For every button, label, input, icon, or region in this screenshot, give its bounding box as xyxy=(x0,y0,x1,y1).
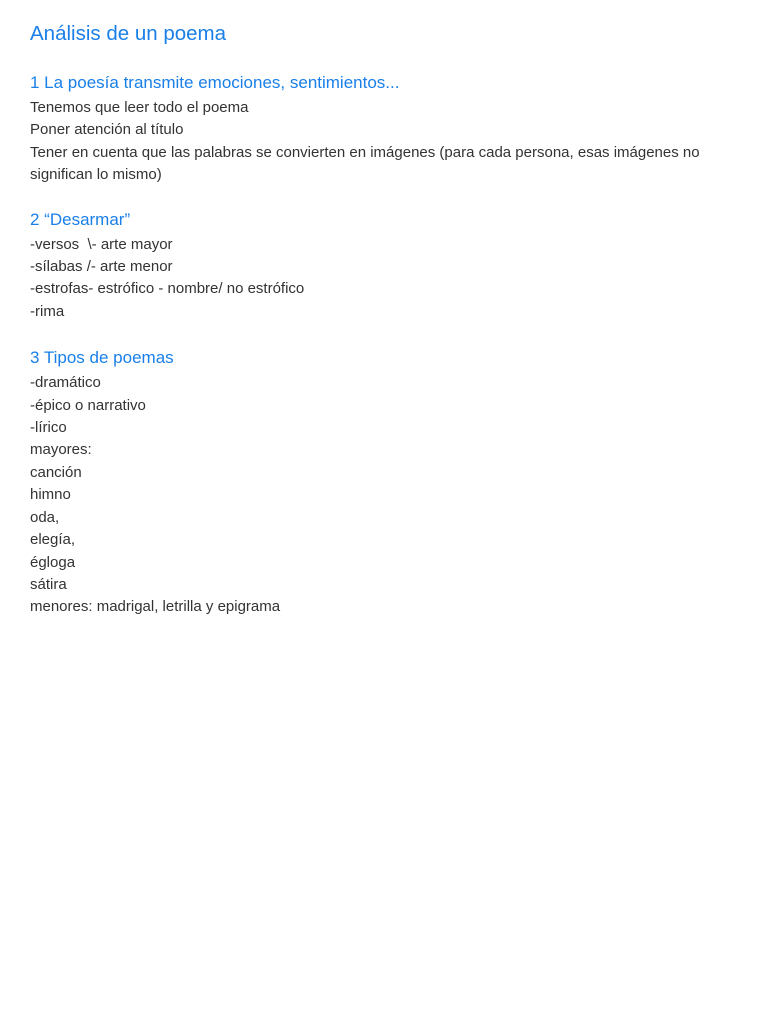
body-line: Tenemos que leer todo el poema xyxy=(30,99,249,116)
body-line: égloga xyxy=(30,553,76,571)
body-line: oda, xyxy=(30,508,60,526)
body-line: sátira xyxy=(30,575,67,593)
body-line: Tener en cuenta que las palabras se convierten en imágenes (para cada persona, esas imágenes no significan lo mismo) xyxy=(30,143,704,184)
section-heading: 2 “Desarmar” xyxy=(30,209,131,229)
section-body xyxy=(30,97,738,187)
section-heading: 1 La poesía transmite emociones, sentimientos... xyxy=(30,73,400,92)
section-desarmar xyxy=(30,209,738,324)
body-line: -estrofas- estrófico - nombre/ no estrófico xyxy=(30,280,305,298)
section-emociones xyxy=(30,72,738,187)
body-line: canción xyxy=(30,463,82,481)
body-line: -lírico xyxy=(30,419,67,437)
body-line: -sílabas /- arte menor xyxy=(30,258,173,276)
body-line: elegía, xyxy=(30,531,76,549)
body-line: menores: madrigal, letrilla y epigrama xyxy=(30,598,281,616)
body-line: -épico o narrativo xyxy=(30,396,146,414)
body-line: mayores: xyxy=(30,441,92,459)
body-line: himno xyxy=(30,486,71,504)
page-title: Análisis de un poema xyxy=(30,22,227,45)
section-heading: 3 Tipos de poemas xyxy=(30,348,174,368)
section-body xyxy=(30,372,738,618)
body-line: Poner atención al título xyxy=(30,121,184,139)
section-body xyxy=(30,234,738,324)
body-line: -versos \- arte mayor xyxy=(30,235,173,253)
section-tipos-de-poemas xyxy=(30,347,738,618)
body-line: -rima xyxy=(30,302,65,320)
body-line: -dramático xyxy=(30,374,101,392)
